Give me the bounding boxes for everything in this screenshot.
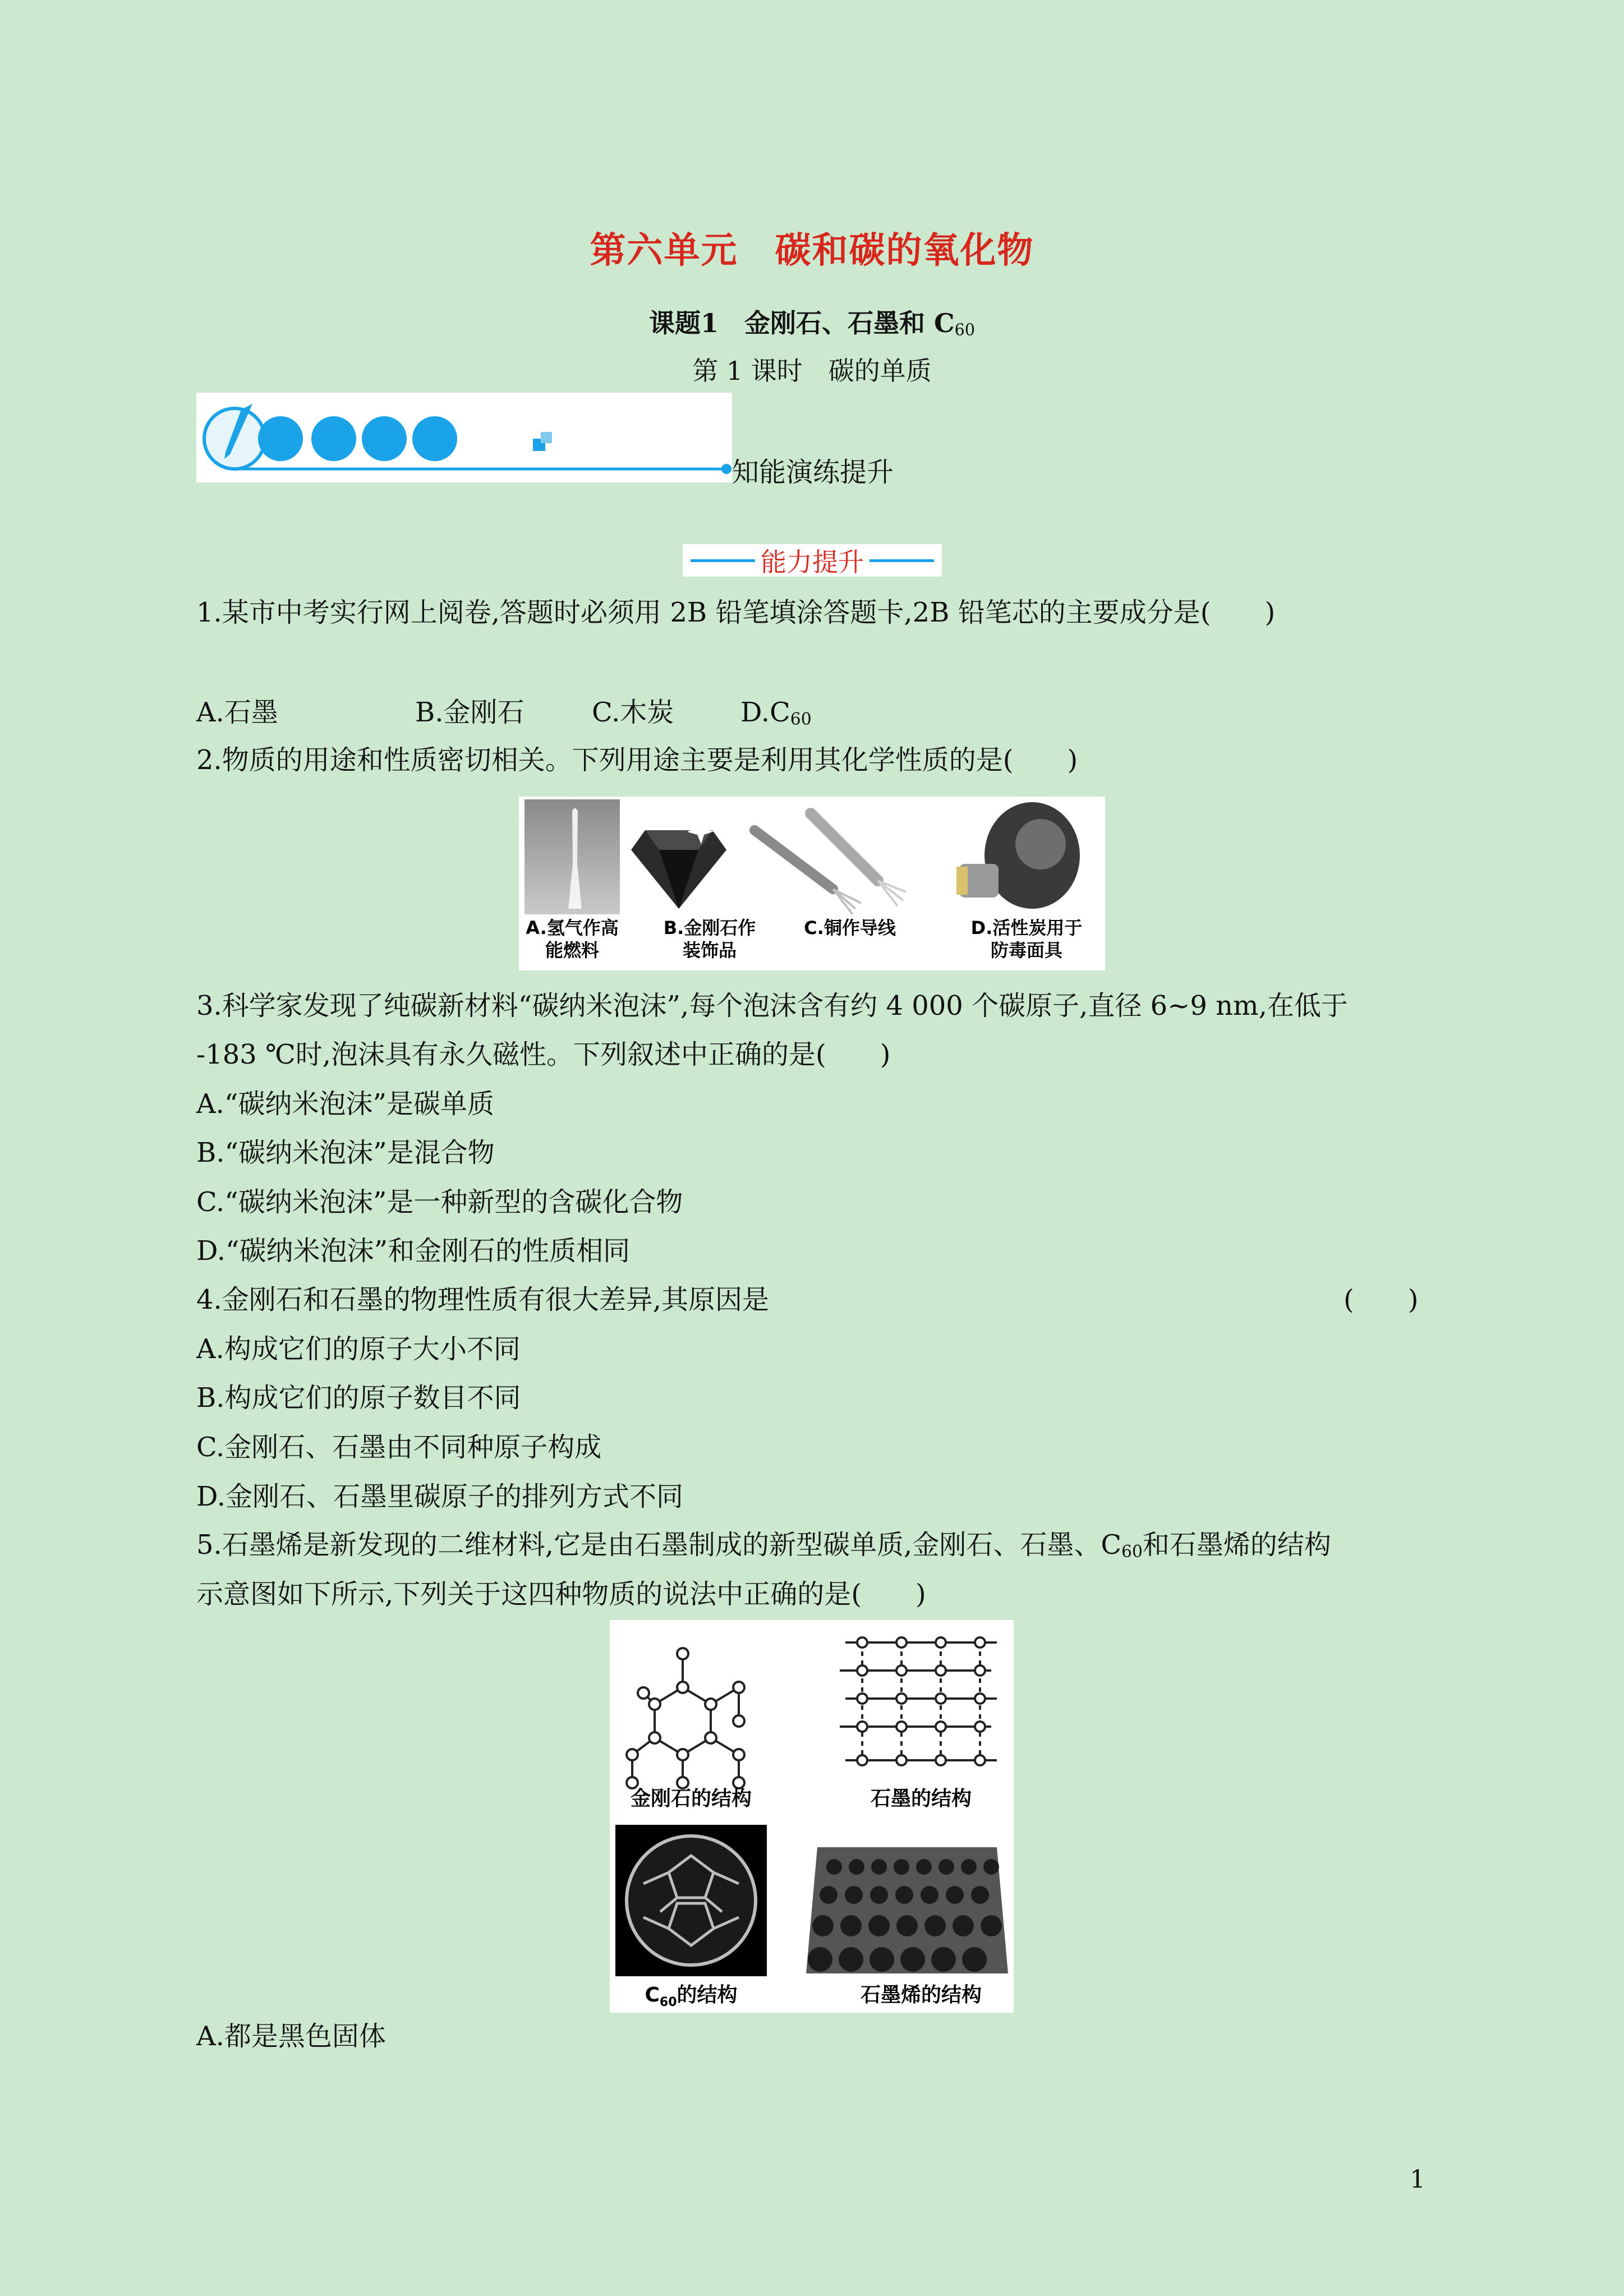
q5-structures <box>610 1620 1014 2013</box>
q4-answer-paren: ( ) <box>1344 1284 1419 1315</box>
q3-option-c: C.“碳纳米泡沫”是一种新型的含碳化合物 <box>196 1186 683 1218</box>
q4-option-b: B.构成它们的原子数目不同 <box>196 1382 521 1414</box>
diamond-structure-icon <box>632 1654 739 1783</box>
q5-stem-line2: 示意图如下所示,下列关于这四种物质的说法中正确的是( ) <box>196 1579 926 1610</box>
q5-stem-line1-b: 和石墨烯的结构 <box>1142 1529 1331 1561</box>
lesson-title-text: 课题1 金刚石、石墨和 C <box>649 308 955 338</box>
banner-line-end <box>721 464 732 474</box>
q3-option-b: B.“碳纳米泡沫”是混合物 <box>196 1137 495 1168</box>
q2-caption-a-line1: A.氢气作高 <box>526 917 619 938</box>
page-number: 1 <box>1410 2165 1425 2194</box>
copper-wire-icon <box>755 830 833 889</box>
lesson-title <box>0 303 1624 340</box>
q1-option-d-text: D.C <box>740 697 790 728</box>
period-title: 第 1 课时 碳的单质 <box>692 356 932 386</box>
q5-stem-line1-a: 5.石墨烯是新发现的二维材料,它是由石墨制成的新型碳单质,金刚石、石墨、C <box>196 1529 1122 1561</box>
q5-caption-graphene: 石墨烯的结构 <box>860 1984 982 2007</box>
banner-dot-1 <box>258 416 303 461</box>
section-banner <box>196 393 732 482</box>
q4-option-d: D.金刚石、石墨里碳原子的排列方式不同 <box>196 1481 684 1512</box>
q5-option-a: A.都是黑色固体 <box>196 2021 386 2052</box>
q5-stem-line1 <box>196 1528 1331 1569</box>
q3-option-a: A.“碳纳米泡沫”是碳单质 <box>196 1088 495 1120</box>
q4-option-c: C.金刚石、石墨由不同种原子构成 <box>196 1432 602 1463</box>
banner-graphic <box>196 393 732 482</box>
q4-option-a: A.构成它们的原子大小不同 <box>196 1333 521 1365</box>
q1-option-d-sub: 60 <box>790 709 812 729</box>
q1-option-c: C.木炭 <box>592 697 674 728</box>
graphene-structure-icon <box>806 1847 1008 1973</box>
q2-caption-d-line1: D.活性炭用于 <box>970 917 1083 938</box>
q5-caption-graphite: 石墨的结构 <box>870 1787 972 1810</box>
q2-caption-b-line1: B.金刚石作 <box>663 917 756 938</box>
q1-option-b: B.金刚石 <box>415 697 525 728</box>
banner-dot-4 <box>412 416 457 461</box>
q5-caption-c60-c: C <box>645 1984 660 2007</box>
q5-figure <box>610 1620 1014 2013</box>
q4-stem: 4.金刚石和石墨的物理性质有很大差异,其原因是 <box>196 1284 770 1315</box>
q2-caption-b-line2: 装饰品 <box>682 940 737 961</box>
chapter-title: 第六单元 碳和碳的氧化物 <box>590 229 1034 272</box>
rocket-icon <box>572 808 578 864</box>
section-title-left-bar <box>691 559 755 562</box>
q5-stem-line1-sub: 60 <box>1121 1542 1143 1562</box>
q5-caption-c60 <box>645 1984 737 2009</box>
section-title-right-bar <box>869 559 934 562</box>
q2-caption-a-line2: 能燃料 <box>545 940 600 961</box>
q2-caption-d-line2: 防毒面具 <box>990 940 1063 961</box>
banner-dot-2 <box>311 416 356 461</box>
section-title-text: 能力提升 <box>761 547 864 577</box>
q3-stem-line1: 3.科学家发现了纯碳新材料“碳纳米泡沫”,每个泡沫含有约 4 000 个碳原子,直径 6~9 nm,在低于 <box>196 990 1348 1022</box>
banner-square-2 <box>541 432 552 443</box>
q1-option-a: A.石墨 <box>196 697 278 728</box>
q2-caption-c-line1: C.铜作导线 <box>804 917 896 938</box>
q2-figure-images <box>519 797 1105 970</box>
q5-caption-diamond: 金刚石的结构 <box>630 1787 752 1810</box>
lesson-title-subscript: 60 <box>954 320 975 339</box>
q2-stem: 2.物质的用途和性质密切相关。下列用途主要是利用其化学性质的是( ) <box>196 744 1078 776</box>
q1-stem: 1.某市中考实行网上阅卷,答题时必须用 2B 铅笔填涂答题卡,2B 铅笔芯的主要成分是( ) <box>196 597 1276 628</box>
q5-caption-c60-sub: 60 <box>659 1995 677 2009</box>
banner-text: 知能演练提升 <box>732 457 894 488</box>
q3-stem-line2: -183 ℃时,泡沫具有永久磁性。下列叙述中正确的是( ) <box>196 1039 891 1070</box>
q5-caption-c60-rest: 的结构 <box>677 1984 738 2007</box>
q1-option-d <box>740 696 812 737</box>
q2-figure <box>519 797 1105 970</box>
banner-dot-3 <box>362 416 407 461</box>
q3-option-d: D.“碳纳米泡沫”和金刚石的性质相同 <box>196 1235 631 1267</box>
section-title <box>683 544 942 577</box>
